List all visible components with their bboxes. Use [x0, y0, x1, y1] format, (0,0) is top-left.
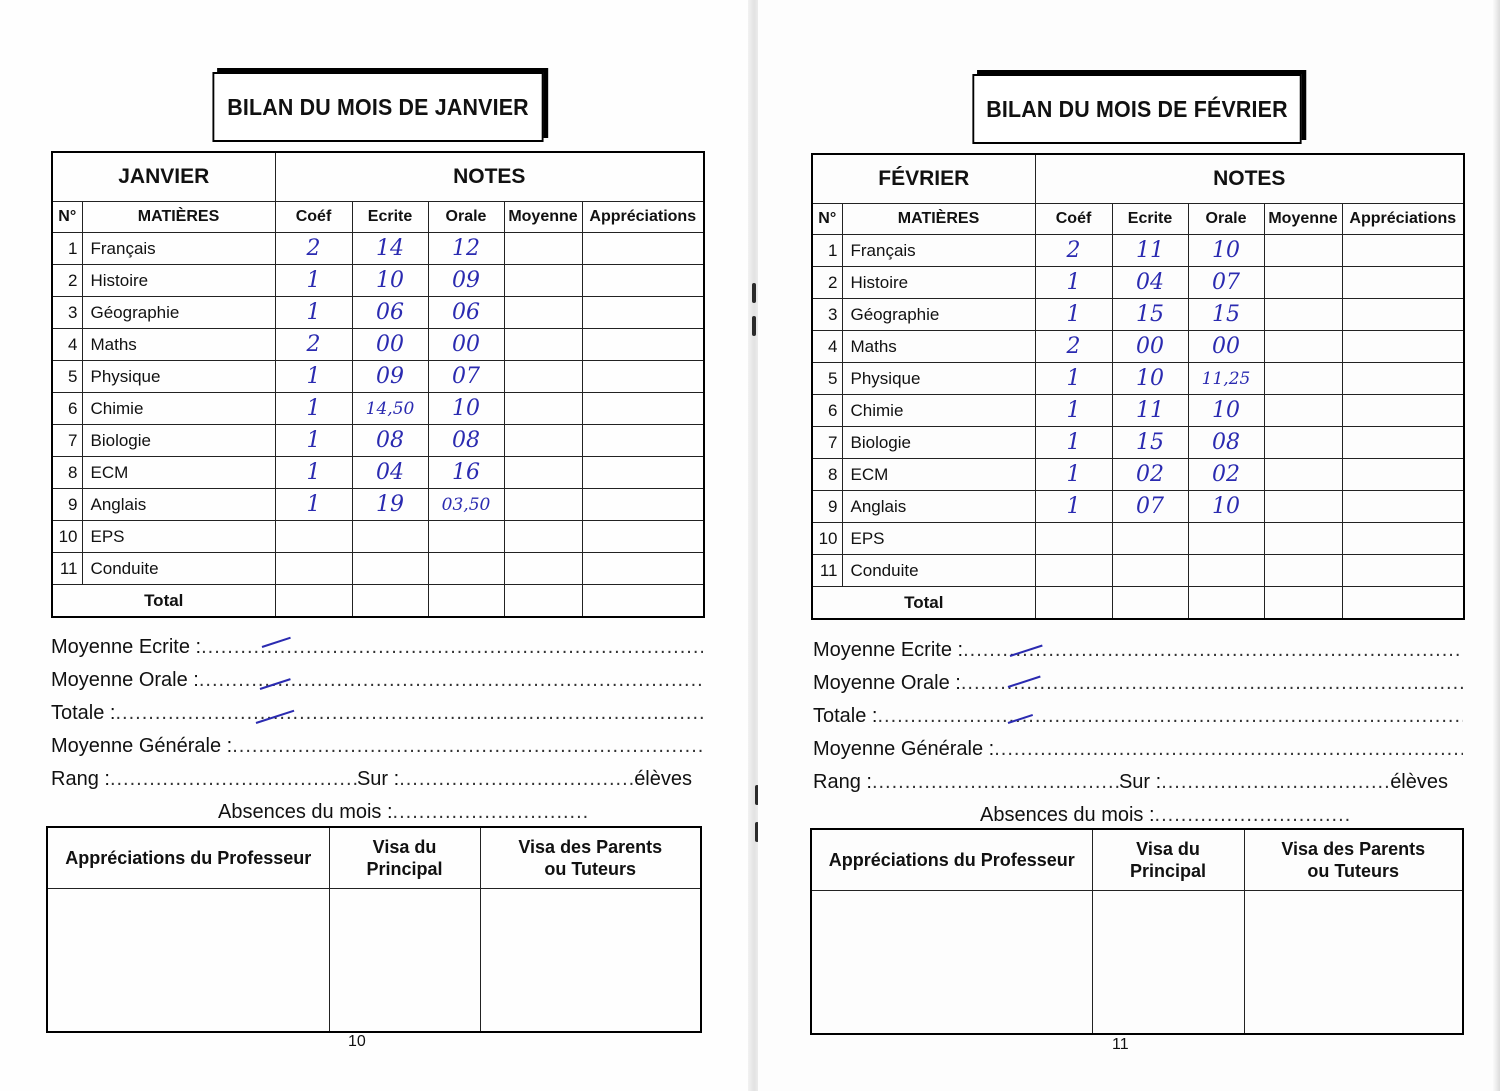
row-number: 11 [52, 553, 82, 585]
written-average-label: Moyenne Ecrite : [813, 639, 964, 661]
subject-row [52, 521, 704, 553]
dotted-fill [115, 702, 703, 725]
subject-name: Maths [82, 329, 275, 361]
oral-average-line[interactable] [813, 672, 1463, 695]
page-title: BILAN DU MOIS DE FÉVRIER [972, 74, 1301, 144]
total-line[interactable] [51, 702, 703, 725]
coef-cell[interactable] [275, 553, 352, 585]
binding-staple [752, 316, 756, 336]
parents-visa-box[interactable] [1244, 891, 1463, 1035]
subject-name: Biologie [82, 425, 275, 457]
row-number: 3 [812, 299, 842, 331]
principal-visa-line1: Visa du [372, 837, 437, 857]
dotted-fill [110, 768, 357, 791]
coef-cell[interactable]: 1 [275, 489, 352, 521]
teacher-comments-box[interactable] [811, 891, 1092, 1035]
subject-name: ECM [82, 457, 275, 489]
total-label: Total [52, 585, 275, 618]
average-cell[interactable] [504, 329, 582, 361]
signature-table [46, 826, 702, 1033]
written-grade-cell[interactable]: 11 [1112, 395, 1188, 427]
average-cell[interactable] [504, 521, 582, 553]
total-label-summary: Totale : [813, 705, 878, 727]
total-line[interactable] [813, 705, 1463, 728]
coef-cell[interactable]: 1 [1035, 395, 1112, 427]
oral-grade-cell[interactable]: 10 [428, 393, 504, 425]
total-coef-cell[interactable] [1035, 587, 1112, 620]
average-cell[interactable] [504, 393, 582, 425]
oral-grade-cell[interactable]: 03,50 [428, 489, 504, 521]
parents-visa-box[interactable] [480, 889, 701, 1033]
coef-cell[interactable]: 1 [275, 265, 352, 297]
principal-visa-line1: Visa du [1136, 839, 1200, 859]
subject-name: Histoire [82, 265, 275, 297]
total-written-cell[interactable] [1112, 587, 1188, 620]
average-cell[interactable] [1264, 267, 1342, 299]
col-coef: Coéf [275, 202, 352, 233]
average-cell[interactable] [1264, 331, 1342, 363]
row-number: 8 [812, 459, 842, 491]
total-coef-cell[interactable] [275, 585, 352, 618]
col-written: Ecrite [1112, 204, 1188, 235]
coef-cell[interactable]: 1 [1035, 459, 1112, 491]
subject-row [52, 233, 704, 265]
total-written-cell[interactable] [352, 585, 428, 618]
subject-name: EPS [82, 521, 275, 553]
subject-name: Français [842, 235, 1035, 267]
row-number: 5 [812, 363, 842, 395]
notes-header: NOTES [1035, 154, 1464, 204]
col-oral: Orale [428, 202, 504, 233]
written-grade-cell[interactable] [1112, 555, 1188, 587]
total-label-summary: Totale : [51, 702, 116, 724]
subject-row [52, 425, 704, 457]
general-average-label: Moyenne Générale : [813, 738, 995, 760]
dotted-fill [877, 705, 1463, 728]
average-cell[interactable] [1264, 459, 1342, 491]
dotted-fill [393, 801, 588, 824]
written-grade-cell[interactable]: 07 [1112, 491, 1188, 523]
appreciation-cell[interactable] [1342, 427, 1464, 459]
oral-average-label: Moyenne Orale : [51, 669, 199, 691]
appreciation-cell[interactable] [582, 329, 704, 361]
written-average-label: Moyenne Ecrite : [51, 636, 202, 658]
oral-grade-cell[interactable] [1188, 523, 1264, 555]
col-written: Ecrite [352, 202, 428, 233]
students-label: élèves [1390, 771, 1448, 793]
out-of-label: Sur : [356, 768, 400, 790]
oral-grade-cell[interactable]: 02 [1188, 459, 1264, 491]
average-cell[interactable] [1264, 427, 1342, 459]
coef-cell[interactable] [1035, 555, 1112, 587]
subject-row [52, 329, 704, 361]
row-number: 4 [52, 329, 82, 361]
out-of-label: Sur : [1118, 771, 1162, 793]
written-average-line[interactable] [813, 639, 1463, 662]
row-number: 6 [812, 395, 842, 427]
oral-grade-cell[interactable] [428, 553, 504, 585]
subject-row [812, 331, 1464, 363]
oral-grade-cell[interactable]: 08 [428, 425, 504, 457]
average-cell[interactable] [1264, 235, 1342, 267]
subject-row [52, 297, 704, 329]
subject-name: Anglais [842, 491, 1035, 523]
students-label: élèves [634, 768, 692, 790]
appreciation-cell[interactable] [582, 553, 704, 585]
appreciation-cell[interactable] [582, 361, 704, 393]
signature-table [810, 828, 1464, 1035]
principal-visa-box[interactable] [329, 889, 480, 1033]
subject-name: Physique [82, 361, 275, 393]
written-grade-cell[interactable]: 15 [1112, 427, 1188, 459]
col-appreciations: Appréciations [582, 202, 704, 233]
written-grade-cell[interactable]: 10 [1112, 363, 1188, 395]
appreciation-cell[interactable] [1342, 395, 1464, 427]
absences-line[interactable] [980, 804, 1350, 827]
right-page [758, 0, 1500, 1091]
row-number: 2 [812, 267, 842, 299]
written-grade-cell[interactable]: 04 [1112, 267, 1188, 299]
subject-name: Conduite [82, 553, 275, 585]
subject-name: Géographie [82, 297, 275, 329]
row-number: 10 [52, 521, 82, 553]
total-average-cell[interactable] [504, 585, 582, 618]
appreciation-cell[interactable] [582, 489, 704, 521]
teacher-comments-header: Appréciations du Professeur [811, 829, 1092, 891]
total-oral-cell[interactable] [428, 585, 504, 618]
appreciation-cell[interactable] [1342, 363, 1464, 395]
dotted-fill [232, 735, 703, 758]
subject-row [812, 491, 1464, 523]
subject-row [52, 489, 704, 521]
average-cell[interactable] [504, 297, 582, 329]
average-cell[interactable] [1264, 523, 1342, 555]
subject-row [812, 459, 1464, 491]
col-average: Moyenne [1264, 204, 1342, 235]
subject-row [812, 555, 1464, 587]
oral-grade-cell[interactable]: 10 [1188, 235, 1264, 267]
row-number: 4 [812, 331, 842, 363]
row-number: 5 [52, 361, 82, 393]
average-cell[interactable] [1264, 395, 1342, 427]
col-subjects: MATIÈRES [842, 204, 1035, 235]
row-number: 3 [52, 297, 82, 329]
appreciation-cell[interactable] [1342, 555, 1464, 587]
oral-grade-cell[interactable]: 07 [428, 361, 504, 393]
subject-row [812, 267, 1464, 299]
average-cell[interactable] [1264, 555, 1342, 587]
written-average-line[interactable] [51, 636, 703, 659]
oral-grade-cell[interactable]: 16 [428, 457, 504, 489]
coef-cell[interactable]: 1 [275, 457, 352, 489]
appreciation-cell[interactable] [582, 297, 704, 329]
dotted-fill [1161, 771, 1390, 794]
subject-name: Chimie [82, 393, 275, 425]
binding-staple [752, 283, 756, 303]
row-number: 9 [812, 491, 842, 523]
dotted-fill [963, 639, 1463, 662]
average-cell[interactable] [504, 425, 582, 457]
total-appreciation-cell[interactable] [1342, 587, 1464, 620]
general-average-line[interactable] [813, 738, 1463, 761]
average-cell[interactable] [504, 233, 582, 265]
total-average-cell[interactable] [1264, 587, 1342, 620]
grades-table [51, 151, 705, 618]
subject-row [812, 235, 1464, 267]
col-number: N° [812, 204, 842, 235]
appreciation-cell[interactable] [582, 457, 704, 489]
principal-visa-line2: Principal [366, 859, 443, 879]
total-label: Total [812, 587, 1035, 620]
coef-cell[interactable] [275, 521, 352, 553]
row-number: 1 [812, 235, 842, 267]
row-number: 2 [52, 265, 82, 297]
coef-cell[interactable]: 2 [275, 233, 352, 265]
dotted-fill [1155, 804, 1350, 827]
rank-label: Rang : [813, 771, 872, 793]
absences-label: Absences du mois : [218, 801, 393, 823]
parents-visa-header [480, 827, 701, 889]
coef-cell[interactable]: 2 [275, 329, 352, 361]
total-oral-cell[interactable] [1188, 587, 1264, 620]
subject-name: EPS [842, 523, 1035, 555]
rank-line[interactable] [51, 768, 692, 791]
appreciation-cell[interactable] [1342, 491, 1464, 523]
written-grade-cell[interactable]: 00 [352, 329, 428, 361]
written-grade-cell[interactable]: 14,50 [352, 393, 428, 425]
subject-row [52, 553, 704, 585]
average-cell[interactable] [504, 553, 582, 585]
appreciation-cell[interactable] [1342, 299, 1464, 331]
subject-row [812, 363, 1464, 395]
coef-cell[interactable]: 1 [1035, 427, 1112, 459]
parents-visa-line2: ou Tuteurs [544, 859, 637, 879]
subject-name: Anglais [82, 489, 275, 521]
coef-cell[interactable]: 1 [1035, 299, 1112, 331]
average-cell[interactable] [1264, 491, 1342, 523]
subject-row [812, 299, 1464, 331]
notes-header: NOTES [275, 152, 704, 202]
written-grade-cell[interactable] [352, 553, 428, 585]
general-average-label: Moyenne Générale : [51, 735, 233, 757]
average-cell[interactable] [504, 265, 582, 297]
written-grade-cell[interactable] [1112, 523, 1188, 555]
page-number: 10 [348, 1033, 366, 1050]
row-number: 1 [52, 233, 82, 265]
oral-grade-cell[interactable] [428, 521, 504, 553]
subject-name: Français [82, 233, 275, 265]
col-oral: Orale [1188, 204, 1264, 235]
absences-line[interactable] [218, 801, 588, 824]
average-cell[interactable] [504, 361, 582, 393]
oral-average-label: Moyenne Orale : [813, 672, 961, 694]
written-grade-cell[interactable]: 02 [1112, 459, 1188, 491]
subject-name: Histoire [842, 267, 1035, 299]
subject-row [52, 265, 704, 297]
subject-row [52, 393, 704, 425]
written-grade-cell[interactable]: 11 [1112, 235, 1188, 267]
appreciation-cell[interactable] [1342, 331, 1464, 363]
written-grade-cell[interactable] [352, 521, 428, 553]
subject-name: ECM [842, 459, 1035, 491]
oral-grade-cell[interactable]: 15 [1188, 299, 1264, 331]
coef-cell[interactable]: 1 [275, 393, 352, 425]
dotted-fill [399, 768, 634, 791]
appreciation-cell[interactable] [1342, 267, 1464, 299]
coef-cell[interactable]: 1 [1035, 267, 1112, 299]
coef-cell[interactable]: 2 [1035, 235, 1112, 267]
principal-visa-header [329, 827, 480, 889]
subject-name: Biologie [842, 427, 1035, 459]
subject-row [812, 427, 1464, 459]
oral-grade-cell[interactable]: 10 [1188, 395, 1264, 427]
written-grade-cell[interactable]: 15 [1112, 299, 1188, 331]
oral-grade-cell[interactable]: 10 [1188, 491, 1264, 523]
written-grade-cell[interactable]: 19 [352, 489, 428, 521]
page-number: 11 [1112, 1036, 1129, 1053]
oral-grade-cell[interactable] [1188, 555, 1264, 587]
written-grade-cell[interactable]: 08 [352, 425, 428, 457]
written-grade-cell[interactable]: 04 [352, 457, 428, 489]
col-subjects: MATIÈRES [82, 202, 275, 233]
average-cell[interactable] [1264, 299, 1342, 331]
oral-grade-cell[interactable]: 09 [428, 265, 504, 297]
oral-grade-cell[interactable]: 06 [428, 297, 504, 329]
col-number: N° [52, 202, 82, 233]
written-grade-cell[interactable]: 09 [352, 361, 428, 393]
row-number: 11 [812, 555, 842, 587]
coef-cell[interactable]: 1 [275, 297, 352, 329]
page-title: BILAN DU MOIS DE JANVIER [212, 72, 543, 142]
total-appreciation-cell[interactable] [582, 585, 704, 618]
col-appreciations: Appréciations [1342, 204, 1464, 235]
coef-cell[interactable] [1035, 523, 1112, 555]
subject-name: Physique [842, 363, 1035, 395]
appreciation-cell[interactable] [1342, 459, 1464, 491]
general-average-line[interactable] [51, 735, 703, 758]
oral-grade-cell[interactable]: 00 [428, 329, 504, 361]
appreciation-cell[interactable] [1342, 235, 1464, 267]
appreciation-cell[interactable] [582, 233, 704, 265]
dotted-fill [872, 771, 1119, 794]
row-number: 6 [52, 393, 82, 425]
subject-row [812, 395, 1464, 427]
page-edge [1492, 0, 1500, 1091]
coef-cell[interactable]: 1 [275, 361, 352, 393]
row-number: 8 [52, 457, 82, 489]
appreciation-cell[interactable] [582, 521, 704, 553]
oral-grade-cell[interactable]: 00 [1188, 331, 1264, 363]
subject-row [52, 457, 704, 489]
coef-cell[interactable]: 1 [1035, 363, 1112, 395]
dotted-fill [201, 636, 703, 659]
oral-grade-cell[interactable]: 07 [1188, 267, 1264, 299]
row-number: 7 [812, 427, 842, 459]
subject-row [812, 523, 1464, 555]
oral-grade-cell[interactable]: 08 [1188, 427, 1264, 459]
teacher-comments-header: Appréciations du Professeur [47, 827, 329, 889]
subject-name: Maths [842, 331, 1035, 363]
month-header: FÉVRIER [812, 154, 1035, 204]
coef-cell[interactable]: 1 [275, 425, 352, 457]
subject-name: Géographie [842, 299, 1035, 331]
appreciation-cell[interactable] [1342, 523, 1464, 555]
row-number: 9 [52, 489, 82, 521]
written-grade-cell[interactable]: 10 [352, 265, 428, 297]
absences-label: Absences du mois : [980, 804, 1155, 826]
grades-table [811, 153, 1465, 620]
oral-average-line[interactable] [51, 669, 703, 692]
appreciation-cell[interactable] [582, 265, 704, 297]
dotted-fill [199, 669, 703, 692]
average-cell[interactable] [1264, 363, 1342, 395]
row-number: 10 [812, 523, 842, 555]
parents-visa-header [1244, 829, 1463, 891]
rank-line[interactable] [813, 771, 1448, 794]
principal-visa-header [1092, 829, 1244, 891]
appreciation-cell[interactable] [582, 425, 704, 457]
row-number: 7 [52, 425, 82, 457]
principal-visa-box[interactable] [1092, 891, 1244, 1035]
average-cell[interactable] [504, 457, 582, 489]
rank-label: Rang : [51, 768, 110, 790]
subject-row [52, 361, 704, 393]
dotted-fill [961, 672, 1463, 695]
principal-visa-line2: Principal [1129, 861, 1207, 881]
average-cell[interactable] [504, 489, 582, 521]
appreciation-cell[interactable] [582, 393, 704, 425]
subject-name: Chimie [842, 395, 1035, 427]
col-coef: Coéf [1035, 204, 1112, 235]
oral-grade-cell[interactable]: 12 [428, 233, 504, 265]
parents-visa-line1: Visa des Parents [1281, 839, 1426, 859]
parents-visa-line2: ou Tuteurs [1307, 861, 1400, 881]
teacher-comments-box[interactable] [47, 889, 329, 1033]
oral-grade-cell[interactable]: 11,25 [1188, 363, 1264, 395]
dotted-fill [994, 738, 1463, 761]
coef-cell[interactable]: 2 [1035, 331, 1112, 363]
written-grade-cell[interactable]: 06 [352, 297, 428, 329]
coef-cell[interactable]: 1 [1035, 491, 1112, 523]
written-grade-cell[interactable]: 00 [1112, 331, 1188, 363]
subject-name: Conduite [842, 555, 1035, 587]
col-average: Moyenne [504, 202, 582, 233]
month-header: JANVIER [52, 152, 275, 202]
written-grade-cell[interactable]: 14 [352, 233, 428, 265]
parents-visa-line1: Visa des Parents [518, 837, 663, 857]
